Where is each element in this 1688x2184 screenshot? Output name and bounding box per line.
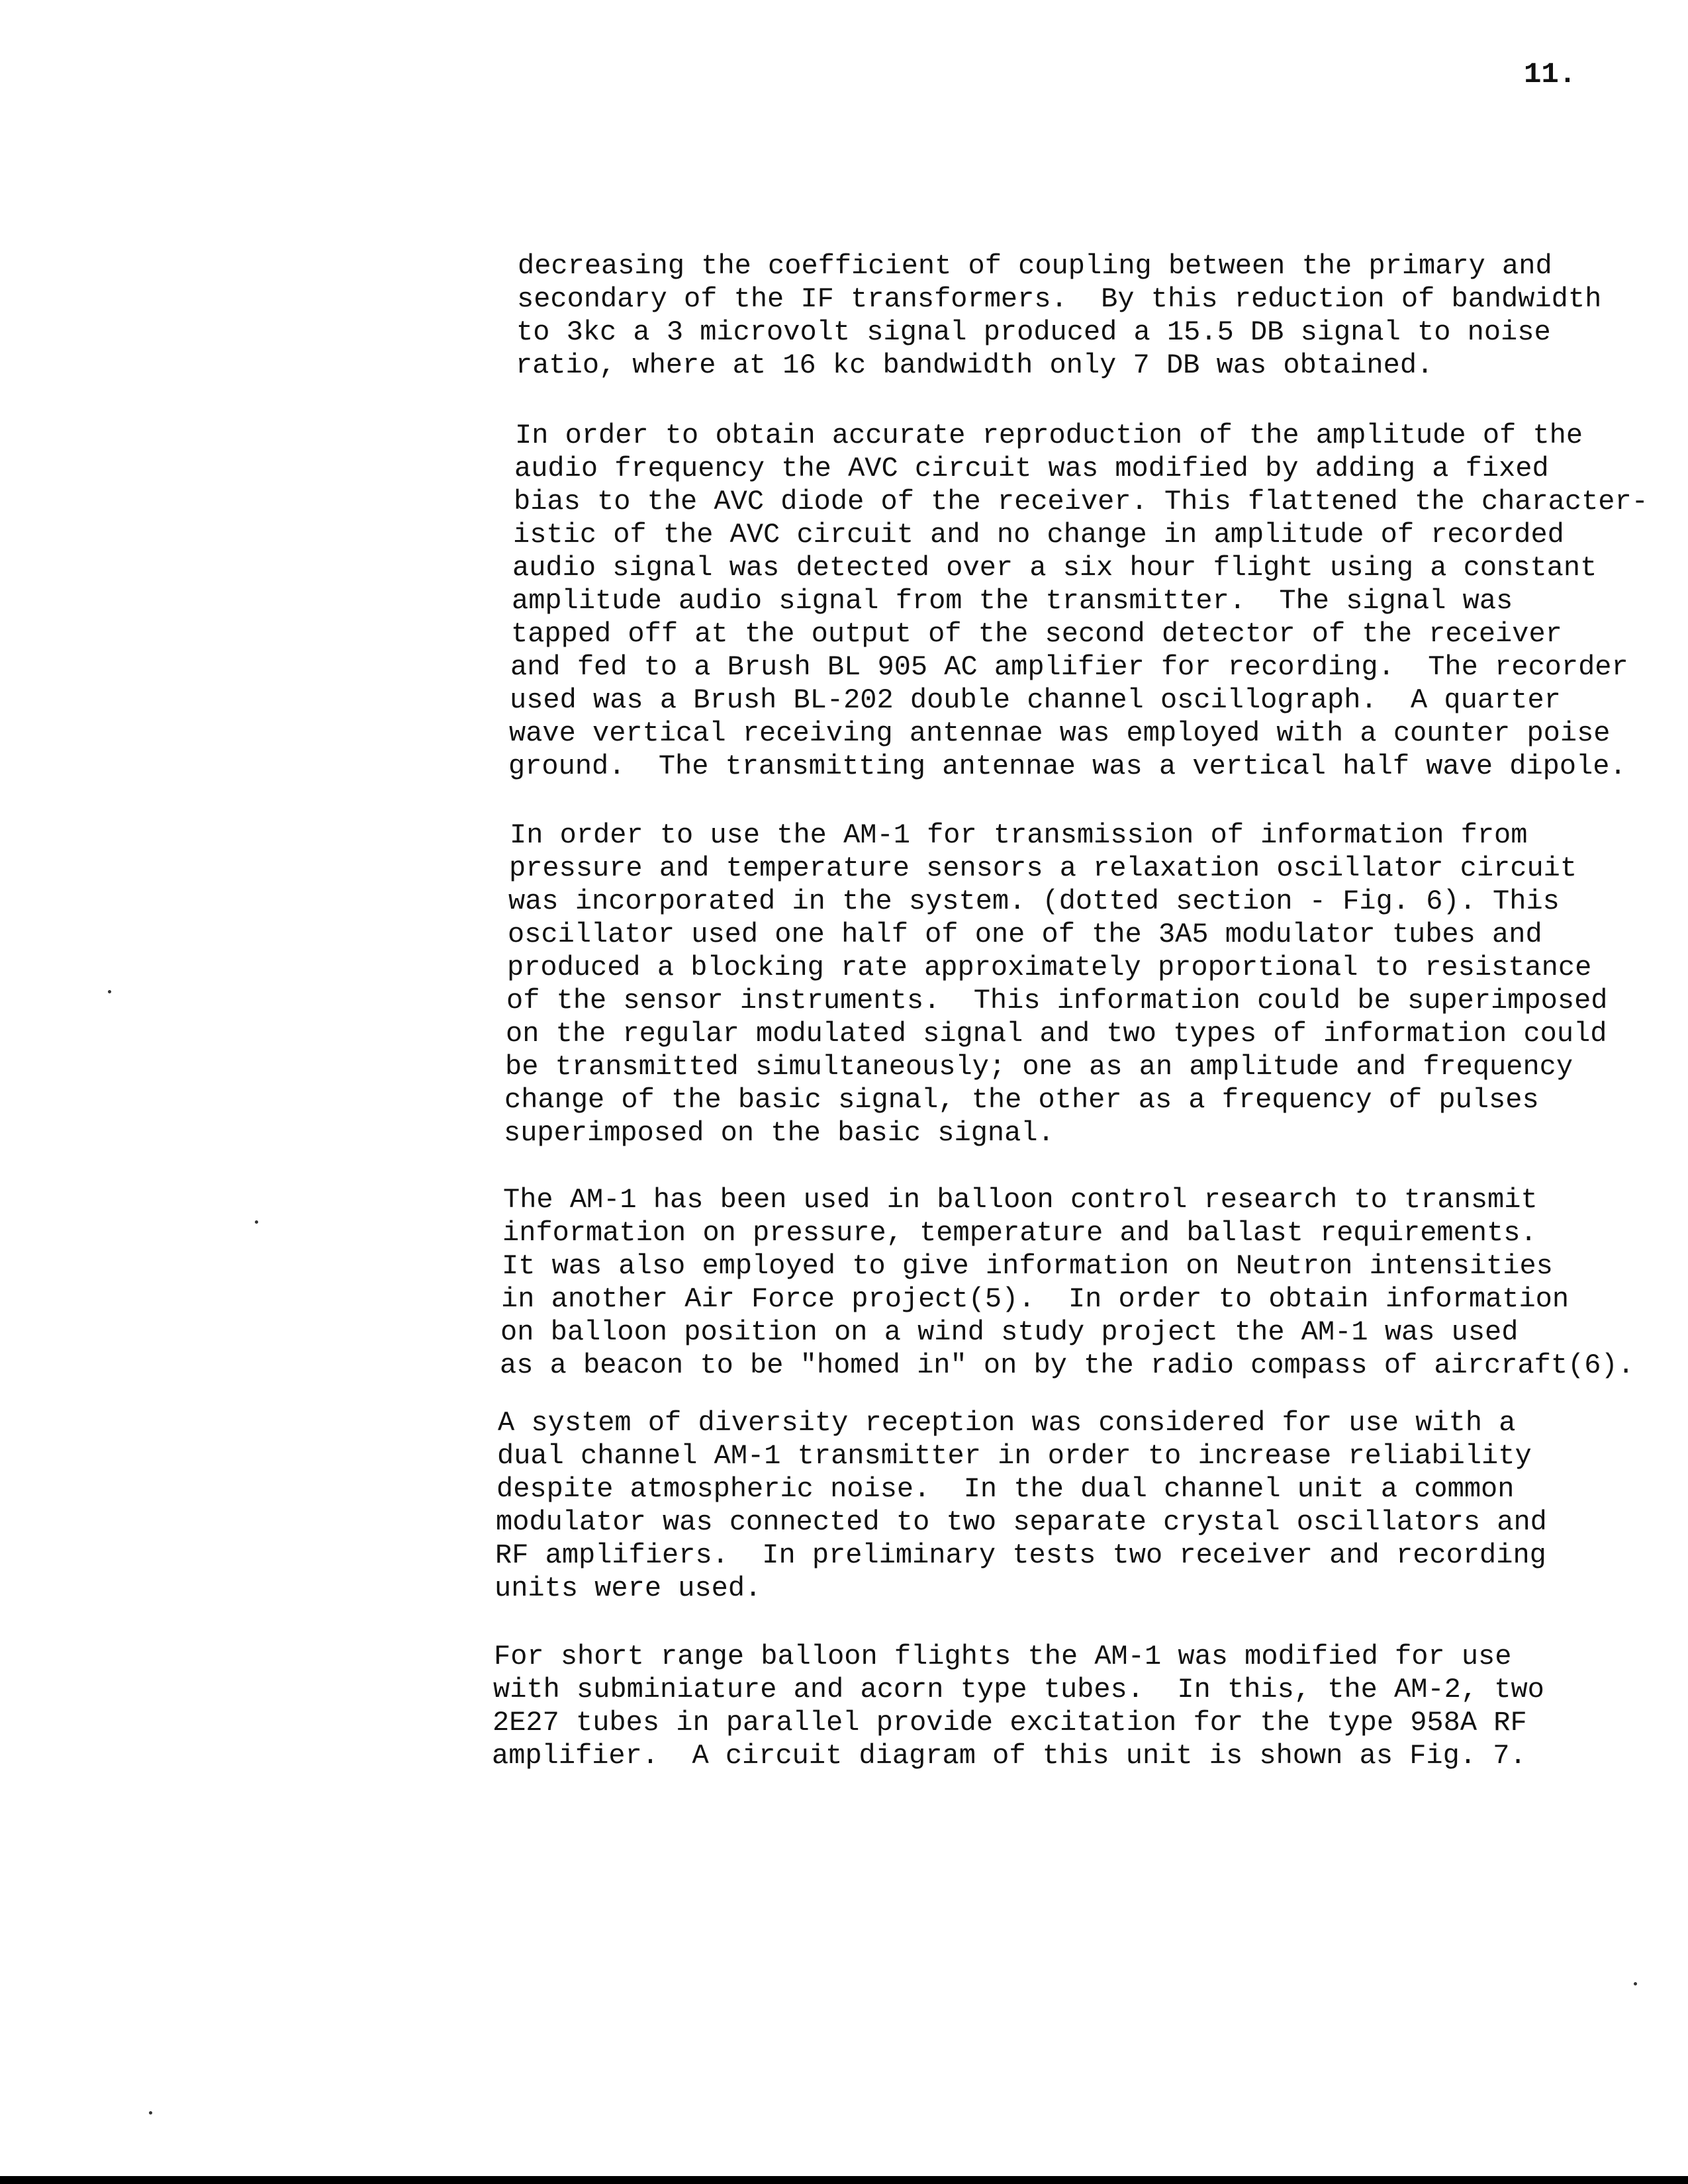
text-line: in another Air Force project(5). In order to obtain information — [501, 1283, 1570, 1315]
scan-speck — [149, 2111, 152, 2115]
text-line: and fed to a Brush BL 905 AC amplifier for recording. The recorder — [510, 651, 1628, 683]
text-line: A system of diversity reception was considered for use with a — [498, 1407, 1516, 1439]
text-line: wave vertical receiving antennae was employed with a counter poise — [509, 717, 1611, 749]
text-line: amplitude audio signal from the transmitter. The signal was — [512, 585, 1513, 617]
text-line: with subminiature and acorn type tubes. In this, the AM-2, two — [493, 1674, 1544, 1706]
page-number: 11. — [1524, 58, 1577, 91]
text-line: units were used. — [494, 1572, 762, 1604]
text-line: as a beacon to be "homed in" on by the radio compass of aircraft(6). — [500, 1349, 1634, 1381]
text-line: oscillator used one half of one of the 3A5 modulator tubes and — [508, 919, 1542, 950]
text-line: on the regular modulated signal and two types of information could — [506, 1018, 1607, 1050]
text-line: dual channel AM-1 transmitter in order to increase reliability — [497, 1440, 1532, 1472]
text-line: pressure and temperature sensors a relaxation oscillator circuit — [509, 852, 1577, 884]
text-line: secondary of the IF transformers. By this reduction of bandwidth — [517, 283, 1602, 315]
text-line: amplifier. A circuit diagram of this unit is shown as Fig. 7. — [492, 1740, 1526, 1772]
text-line: ratio, where at 16 kc bandwidth only 7 DB was obtained. — [516, 349, 1434, 381]
text-line: decreasing the coefficient of coupling between the primary and — [518, 250, 1552, 282]
text-line: audio signal was detected over a six hour flight using a constant — [512, 552, 1597, 584]
scan-speck — [255, 1220, 258, 1224]
text-line: It was also employed to give information on Neutron intensities — [502, 1250, 1553, 1282]
scan-speck — [108, 990, 111, 993]
text-line: was incorporated in the system. (dotted section - Fig. 6). This — [508, 886, 1560, 917]
text-line: The AM-1 has been used in balloon control research to transmit — [503, 1184, 1538, 1216]
text-line: superimposed on the basic signal. — [504, 1117, 1055, 1149]
text-line: to 3kc a 3 microvolt signal produced a 15.5 DB signal to noise — [516, 316, 1551, 348]
text-line: information on pressure, temperature and ballast requirements. — [502, 1217, 1537, 1249]
text-line: despite atmospheric noise. In the dual channel unit a common — [496, 1473, 1515, 1505]
text-line: bias to the AVC diode of the receiver. This flattened the character- — [514, 486, 1648, 518]
text-line: ground. The transmitting antennae was a vertical half wave dipole. — [508, 751, 1626, 782]
text-line: In order to use the AM-1 for transmission of information from — [510, 819, 1528, 851]
text-line: on balloon position on a wind study project the AM-1 was used — [500, 1316, 1519, 1348]
text-line: 2E27 tubes in parallel provide excitation for the type 958A RF — [492, 1707, 1527, 1739]
text-line: RF amplifiers. In preliminary tests two receiver and recording — [495, 1539, 1546, 1571]
scan-speck — [1634, 1982, 1637, 1985]
text-line: modulator was connected to two separate crystal oscillators and — [496, 1506, 1547, 1538]
scan-bottom-edge — [0, 2176, 1688, 2184]
text-line: be transmitted simultaneously; one as an amplitude and frequency — [505, 1051, 1573, 1083]
text-line: used was a Brush BL-202 double channel oscillograph. A quarter — [510, 684, 1561, 716]
text-line: tapped off at the output of the second detector of the receiver — [511, 618, 1562, 650]
text-line: change of the basic signal, the other as a frequency of pulses — [504, 1084, 1539, 1116]
text-line: audio frequency the AVC circuit was modified by adding a fixed — [514, 453, 1549, 484]
text-line: In order to obtain accurate reproduction of the amplitude of the — [515, 420, 1583, 451]
text-line: For short range balloon flights the AM-1 was modified for use — [494, 1641, 1512, 1672]
text-line: produced a blocking rate approximately proportional to resistance — [507, 952, 1592, 983]
text-line: istic of the AVC circuit and no change in amplitude of recorded — [513, 519, 1564, 551]
text-line: of the sensor instruments. This information could be superimposed — [506, 985, 1608, 1017]
